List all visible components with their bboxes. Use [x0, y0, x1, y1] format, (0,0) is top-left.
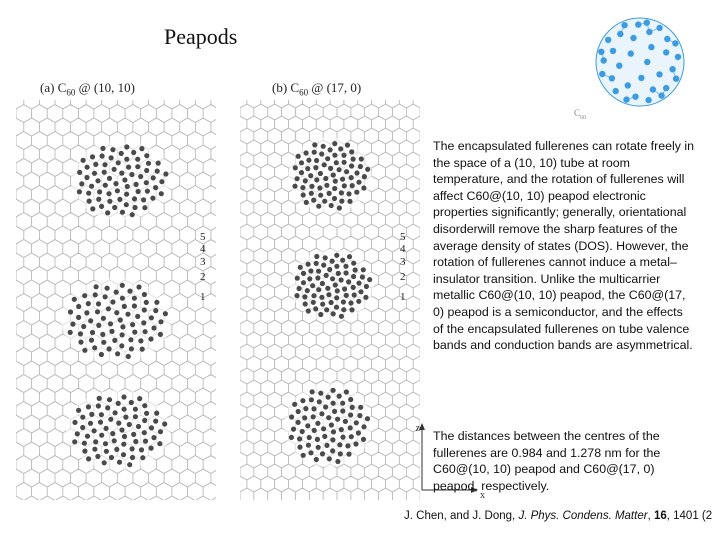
fullerene-molecule [288, 137, 372, 213]
panel-b-label: (b) $C_{60}$ @ (17, 0) [272, 80, 362, 98]
rotation-marker: 4 [400, 243, 406, 255]
rotation-marker: 5 [400, 231, 406, 243]
panel-a-label: (a) $C_{60}$ @ (10, 10) [40, 80, 135, 98]
rotation-marker: 1 [200, 291, 206, 303]
slide-title: Peapods [164, 24, 238, 49]
fullerene-molecule [290, 249, 374, 321]
fullerene-molecule [66, 390, 170, 470]
rotation-marker: 4 [200, 243, 206, 255]
description-paragraph-1: The encapsulated fullerenes can rotate freely in the space of a (10, 10) tube at room temperature, and the rotation of fullerenes will affect C60@(10, 10) peapod electronic properties significantly; generally, orientational disorderwill remove the sharp features of the average density of states (DOS). However, the rotation of fullerenes cannot induce a metal–insulator transition. Unlike the multicarrier metallic C60@(10, 10) peapod, the C60@(17, 0) peapod is a semiconductor, and the effects of the encapsulated fullerenes on tube valence bands and conduction bands are asymmetrical. [433, 139, 695, 353]
reference-citation: J. Chen, and J. Dong, J. Phys. Condens. Matter, 16, 1401 (2 [404, 510, 713, 522]
axis-x-label: x [480, 490, 485, 500]
peapod-a-figure [16, 100, 216, 500]
fullerene-molecule [284, 383, 372, 467]
c60-caption: $C_{60}$ [574, 108, 587, 121]
rotation-markers-a [200, 231, 206, 303]
fullerene-molecule [71, 140, 171, 220]
axis-z-label: z [415, 423, 420, 434]
rotation-marker: 2 [400, 271, 406, 283]
fullerenes-b [284, 137, 374, 467]
fullerene-molecule [61, 278, 171, 362]
rotation-marker: 2 [200, 271, 206, 283]
description-paragraph-2: The distances between the centres of the fullerenes are 0.984 and 1.278 nm for the C60@(10, 10) peapod and C60@(17, 0) peapod, respectively. [433, 429, 661, 493]
rotation-marker: 3 [400, 256, 406, 268]
rotation-marker: 3 [200, 256, 206, 268]
fullerenes-a [61, 140, 171, 470]
rotation-marker: 1 [400, 291, 406, 303]
c60-buckyball-image [592, 14, 688, 110]
rotation-markers-b [400, 231, 406, 303]
rotation-marker: 5 [200, 231, 206, 243]
peapod-b-figure [240, 100, 420, 500]
